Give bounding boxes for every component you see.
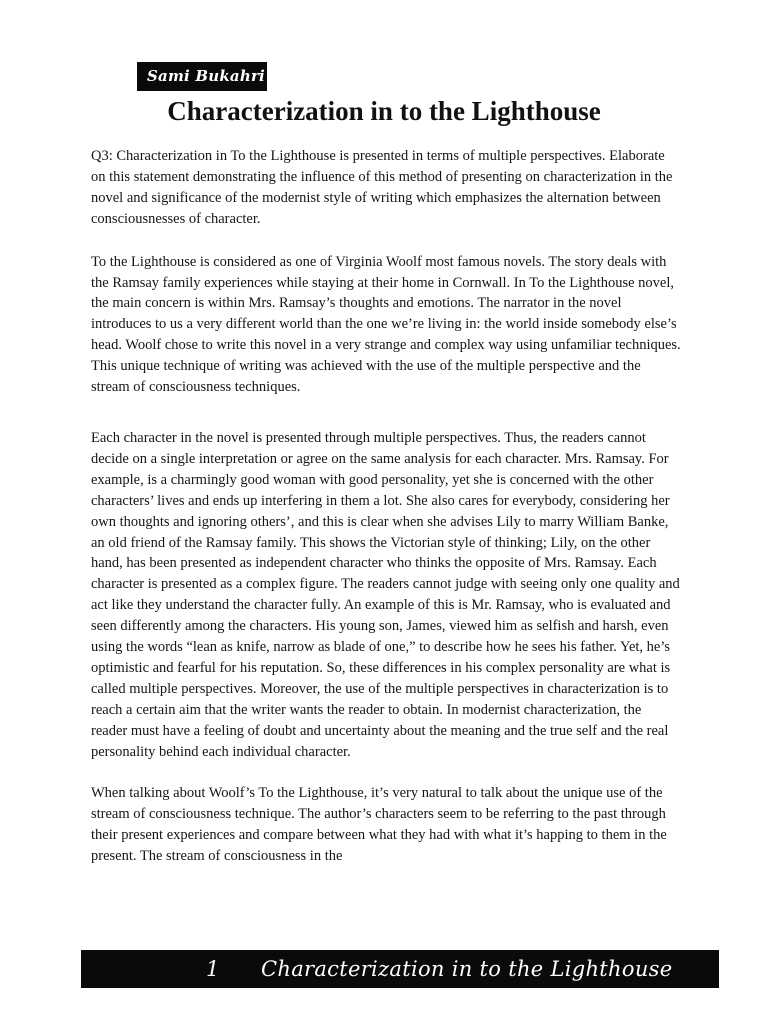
intro-paragraph: To the Lighthouse is considered as one of Virginia Woolf most famous novels. The story deals with the Ramsay family experiences while staying at their home in Cornwall. In To the Lighthouse novel, the main concern is within Mrs. Ramsay’s thoughts and emotions. The narrator in the novel introduces to us a very different world than the one we’re living in: the world inside somebody else’s head. Woolf chose to write this novel in a very strange and complex way using unfamiliar techniques. This unique technique of writing was achieved with the use of the multiple perspective and the stream of consciousness techniques. bbox=[91, 253, 681, 396]
author-name-tag: Sami Bukahri bbox=[137, 62, 267, 91]
footer-title: Characterization in to the Lighthouse bbox=[261, 957, 673, 981]
page-number: 1 bbox=[206, 957, 220, 981]
page-footer bbox=[81, 950, 719, 988]
document-title: Characterization in to the Lighthouse bbox=[167, 96, 601, 126]
question-paragraph: Q3: Characterization in To the Lighthouse is presented in terms of multiple perspectives. Elaborate on this statement demonstrating the influence of this method of presenting on characterization in the novel and significance of the modernist style of writing which emphasizes the alternation between consciousnesses of character. bbox=[91, 148, 673, 227]
consciousness-paragraph: When talking about Woolf’s To the Lighthouse, it’s very natural to talk about the unique use of the stream of consciousness technique. The author’s characters seem to be referring to the past through their present experiences and compare between what they had with what it’s happing to them in the present. The stream of consciousness in the bbox=[91, 785, 667, 865]
document-body bbox=[91, 146, 681, 867]
perspectives-paragraph: Each character in the novel is presented through multiple perspectives. Thus, the readers cannot decide on a single interpretation or agree on the same analysis for each character. Mrs. Ramsay. For example, is a charmingly good woman with good personality, yet she is concerned with the other characters’ lives and ends up interfering in them a lot. She also cares for everybody, considering her own thoughts and ignoring others’, and this is clear when she advises Lily to marry William Banke, an old friend of the Ramsay family. This shows the Victorian style of thinking; Lily, on the other hand, has been presented as independent character who thinks the opposite of Mrs. Ramsay. Each character is presented as a complex figure. The readers cannot judge with seeing only one quality and act like they understand the character fully. An example of this is Mr. Ramsay, who is evaluated and seen differently among the characters. His young son, James, viewed him as selfish and harsh, even using the words “lean as knife, narrow as blade of one,” to describe how he sees his father. Yet, he’s optimistic and fearful for his reputation. So, these differences in his complex personality are what is called multiple perspectives. Moreover, the use of the multiple perspectives in characterization is to reach a certain aim that the writer wants the reader to obtain. In modernist characterization, the reader must have a feeling of doubt and uncertainty about the meaning and the true self and the real personality behind each individual character. bbox=[91, 429, 680, 760]
